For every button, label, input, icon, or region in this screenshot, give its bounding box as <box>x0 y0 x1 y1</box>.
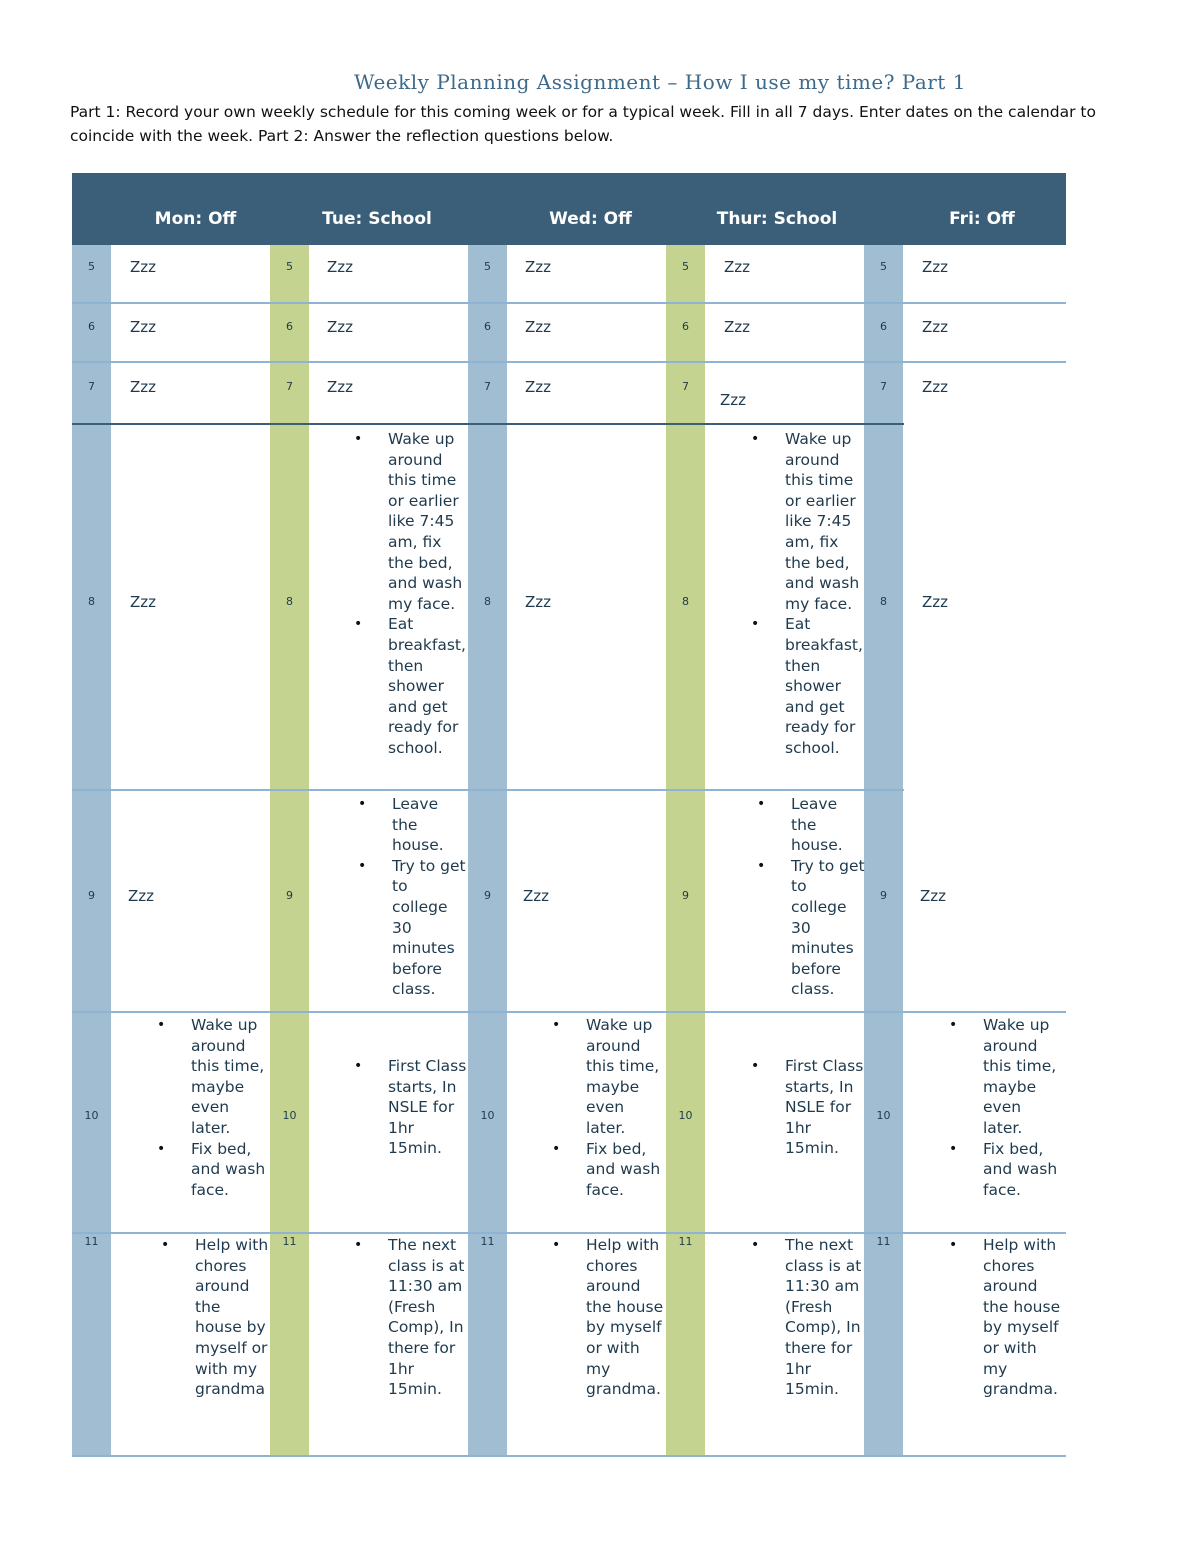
hour-label: 9 <box>682 889 689 902</box>
list-item: • Wake up around this time, maybe even later. <box>586 1015 668 1139</box>
hour-label: 10 <box>678 1109 693 1122</box>
hour-label: 10 <box>876 1109 891 1122</box>
wed-9-entry: Zzz <box>523 887 550 905</box>
hour-label: 5 <box>88 260 95 273</box>
hour-label: 7 <box>88 380 95 393</box>
mon-10-list <box>191 1015 273 1200</box>
wed-11-list <box>586 1235 666 1400</box>
row-divider <box>72 789 904 791</box>
row-divider <box>72 302 1066 304</box>
list-item: • Wake up around this time, maybe even later. <box>983 1015 1065 1139</box>
fri-10-list <box>983 1015 1065 1200</box>
tue-6-entry: Zzz <box>327 318 354 336</box>
hour-label: 8 <box>484 595 491 608</box>
hour-label: 8 <box>682 595 689 608</box>
hour-label: 10 <box>84 1109 99 1122</box>
hour-label: 8 <box>88 595 95 608</box>
mon-6-entry: Zzz <box>130 318 157 336</box>
list-item: • Wake up around this time, maybe even later. <box>191 1015 273 1139</box>
day-header-mon: Mon: Off <box>154 209 237 229</box>
tue-7-entry: Zzz <box>327 378 354 396</box>
list-item: • The next class is at 11:30 am (Fresh Comp), In there for 1hr 15min. <box>388 1235 468 1400</box>
hour-label: 10 <box>480 1109 495 1122</box>
thur-10-list <box>785 1056 865 1159</box>
list-item: • Eat breakfast, then shower and get ready for school. <box>785 614 865 758</box>
day-header-thur: Thur: School <box>716 209 838 229</box>
hour-label: 11 <box>282 1235 297 1248</box>
day-header-fri: Fri: Off <box>949 209 1015 229</box>
thur-6-entry: Zzz <box>724 318 751 336</box>
list-item: • Try to get to college 30 minutes before class. <box>392 856 468 1000</box>
hour-label: 6 <box>88 320 95 333</box>
list-item: • Wake up around this time or earlier like 7:45 am, fix the bed, and wash my face. <box>388 429 468 614</box>
hour-label: 10 <box>282 1109 297 1122</box>
list-item: • The next class is at 11:30 am (Fresh Comp), In there for 1hr 15min. <box>785 1235 865 1400</box>
list-item: • Help with chores around the house by myself or with my grandma. <box>983 1235 1063 1400</box>
row-divider <box>72 361 1066 363</box>
day-header-tue: Tue: School <box>322 209 432 229</box>
hour-label: 7 <box>682 380 689 393</box>
fri-9-entry: Zzz <box>920 887 947 905</box>
hour-label: 6 <box>682 320 689 333</box>
hour-label: 11 <box>84 1235 99 1248</box>
thur-8-list <box>785 429 865 759</box>
row-divider <box>72 1011 1066 1013</box>
mon-hour-stripe <box>72 245 111 1455</box>
hour-label: 11 <box>480 1235 495 1248</box>
row-divider <box>72 1232 1066 1234</box>
hour-label: 9 <box>484 889 491 902</box>
hour-label: 6 <box>484 320 491 333</box>
thur-hour-stripe <box>666 245 705 1455</box>
hour-label: 5 <box>484 260 491 273</box>
wed-6-entry: Zzz <box>525 318 552 336</box>
fri-5-entry: Zzz <box>922 258 949 276</box>
list-item: • Eat breakfast, then shower and get ready for school. <box>388 614 468 758</box>
hour-label: 6 <box>880 320 887 333</box>
calendar-header <box>72 173 1066 245</box>
wed-7-entry: Zzz <box>525 378 552 396</box>
list-item: • Try to get to college 30 minutes before class. <box>791 856 867 1000</box>
fri-6-entry: Zzz <box>922 318 949 336</box>
fri-7-entry: Zzz <box>922 378 949 396</box>
hour-label: 11 <box>678 1235 693 1248</box>
fri-hour-stripe <box>864 245 903 1455</box>
thur-7-entry: Zzz <box>720 391 747 409</box>
list-item: • First Class starts, In NSLE for 1hr 15min. <box>785 1056 865 1159</box>
mon-8-entry: Zzz <box>130 593 157 611</box>
weekly-calendar <box>72 173 1066 1457</box>
row-divider <box>72 423 904 425</box>
list-item: • Fix bed, and wash face. <box>191 1139 273 1201</box>
mon-11-list <box>195 1235 271 1400</box>
day-header-wed: Wed: Off <box>549 209 632 229</box>
hour-label: 7 <box>880 380 887 393</box>
hour-label: 8 <box>286 595 293 608</box>
list-item: • Leave the house. <box>392 794 468 856</box>
thur-5-entry: Zzz <box>724 258 751 276</box>
hour-label: 7 <box>484 380 491 393</box>
page-title: Weekly Planning Assignment – How I use my time? Part 1 <box>354 70 966 94</box>
wed-10-list <box>586 1015 668 1200</box>
tue-9-list <box>392 794 468 1000</box>
tue-hour-stripe <box>270 245 309 1455</box>
wed-8-entry: Zzz <box>525 593 552 611</box>
tue-10-list <box>388 1056 468 1159</box>
mon-9-entry: Zzz <box>128 887 155 905</box>
list-item: • Leave the house. <box>791 794 867 856</box>
hour-label: 8 <box>880 595 887 608</box>
tue-8-list <box>388 429 468 759</box>
hour-label: 5 <box>286 260 293 273</box>
thur-11-list <box>785 1235 865 1400</box>
hour-label: 5 <box>682 260 689 273</box>
thur-9-list <box>791 794 867 1000</box>
hour-label: 11 <box>876 1235 891 1248</box>
list-item: • Help with chores around the house by myself or with my grandma. <box>586 1235 666 1400</box>
mon-7-entry: Zzz <box>130 378 157 396</box>
list-item: • Fix bed, and wash face. <box>983 1139 1065 1201</box>
list-item: • First Class starts, In NSLE for 1hr 15min. <box>388 1056 468 1159</box>
list-item: • Wake up around this time or earlier like 7:45 am, fix the bed, and wash my face. <box>785 429 865 614</box>
wed-5-entry: Zzz <box>525 258 552 276</box>
hour-label: 7 <box>286 380 293 393</box>
mon-5-entry: Zzz <box>130 258 157 276</box>
hour-label: 5 <box>880 260 887 273</box>
wed-hour-stripe <box>468 245 507 1455</box>
fri-11-list <box>983 1235 1063 1400</box>
tue-5-entry: Zzz <box>327 258 354 276</box>
instructions: Part 1: Record your own weekly schedule for this coming week or for a typical week. Fill in all 7 days. Enter dates on the calendar to coincide with the week. Part 2: Answer the reflection questions below. <box>70 103 1096 145</box>
fri-8-entry: Zzz <box>922 593 949 611</box>
hour-label: 9 <box>286 889 293 902</box>
hour-label: 6 <box>286 320 293 333</box>
list-item: • Help with chores around the house by myself or with my grandma <box>195 1235 271 1400</box>
list-item: • Fix bed, and wash face. <box>586 1139 668 1201</box>
hour-label: 9 <box>880 889 887 902</box>
hour-label: 9 <box>88 889 95 902</box>
tue-11-list <box>388 1235 468 1400</box>
